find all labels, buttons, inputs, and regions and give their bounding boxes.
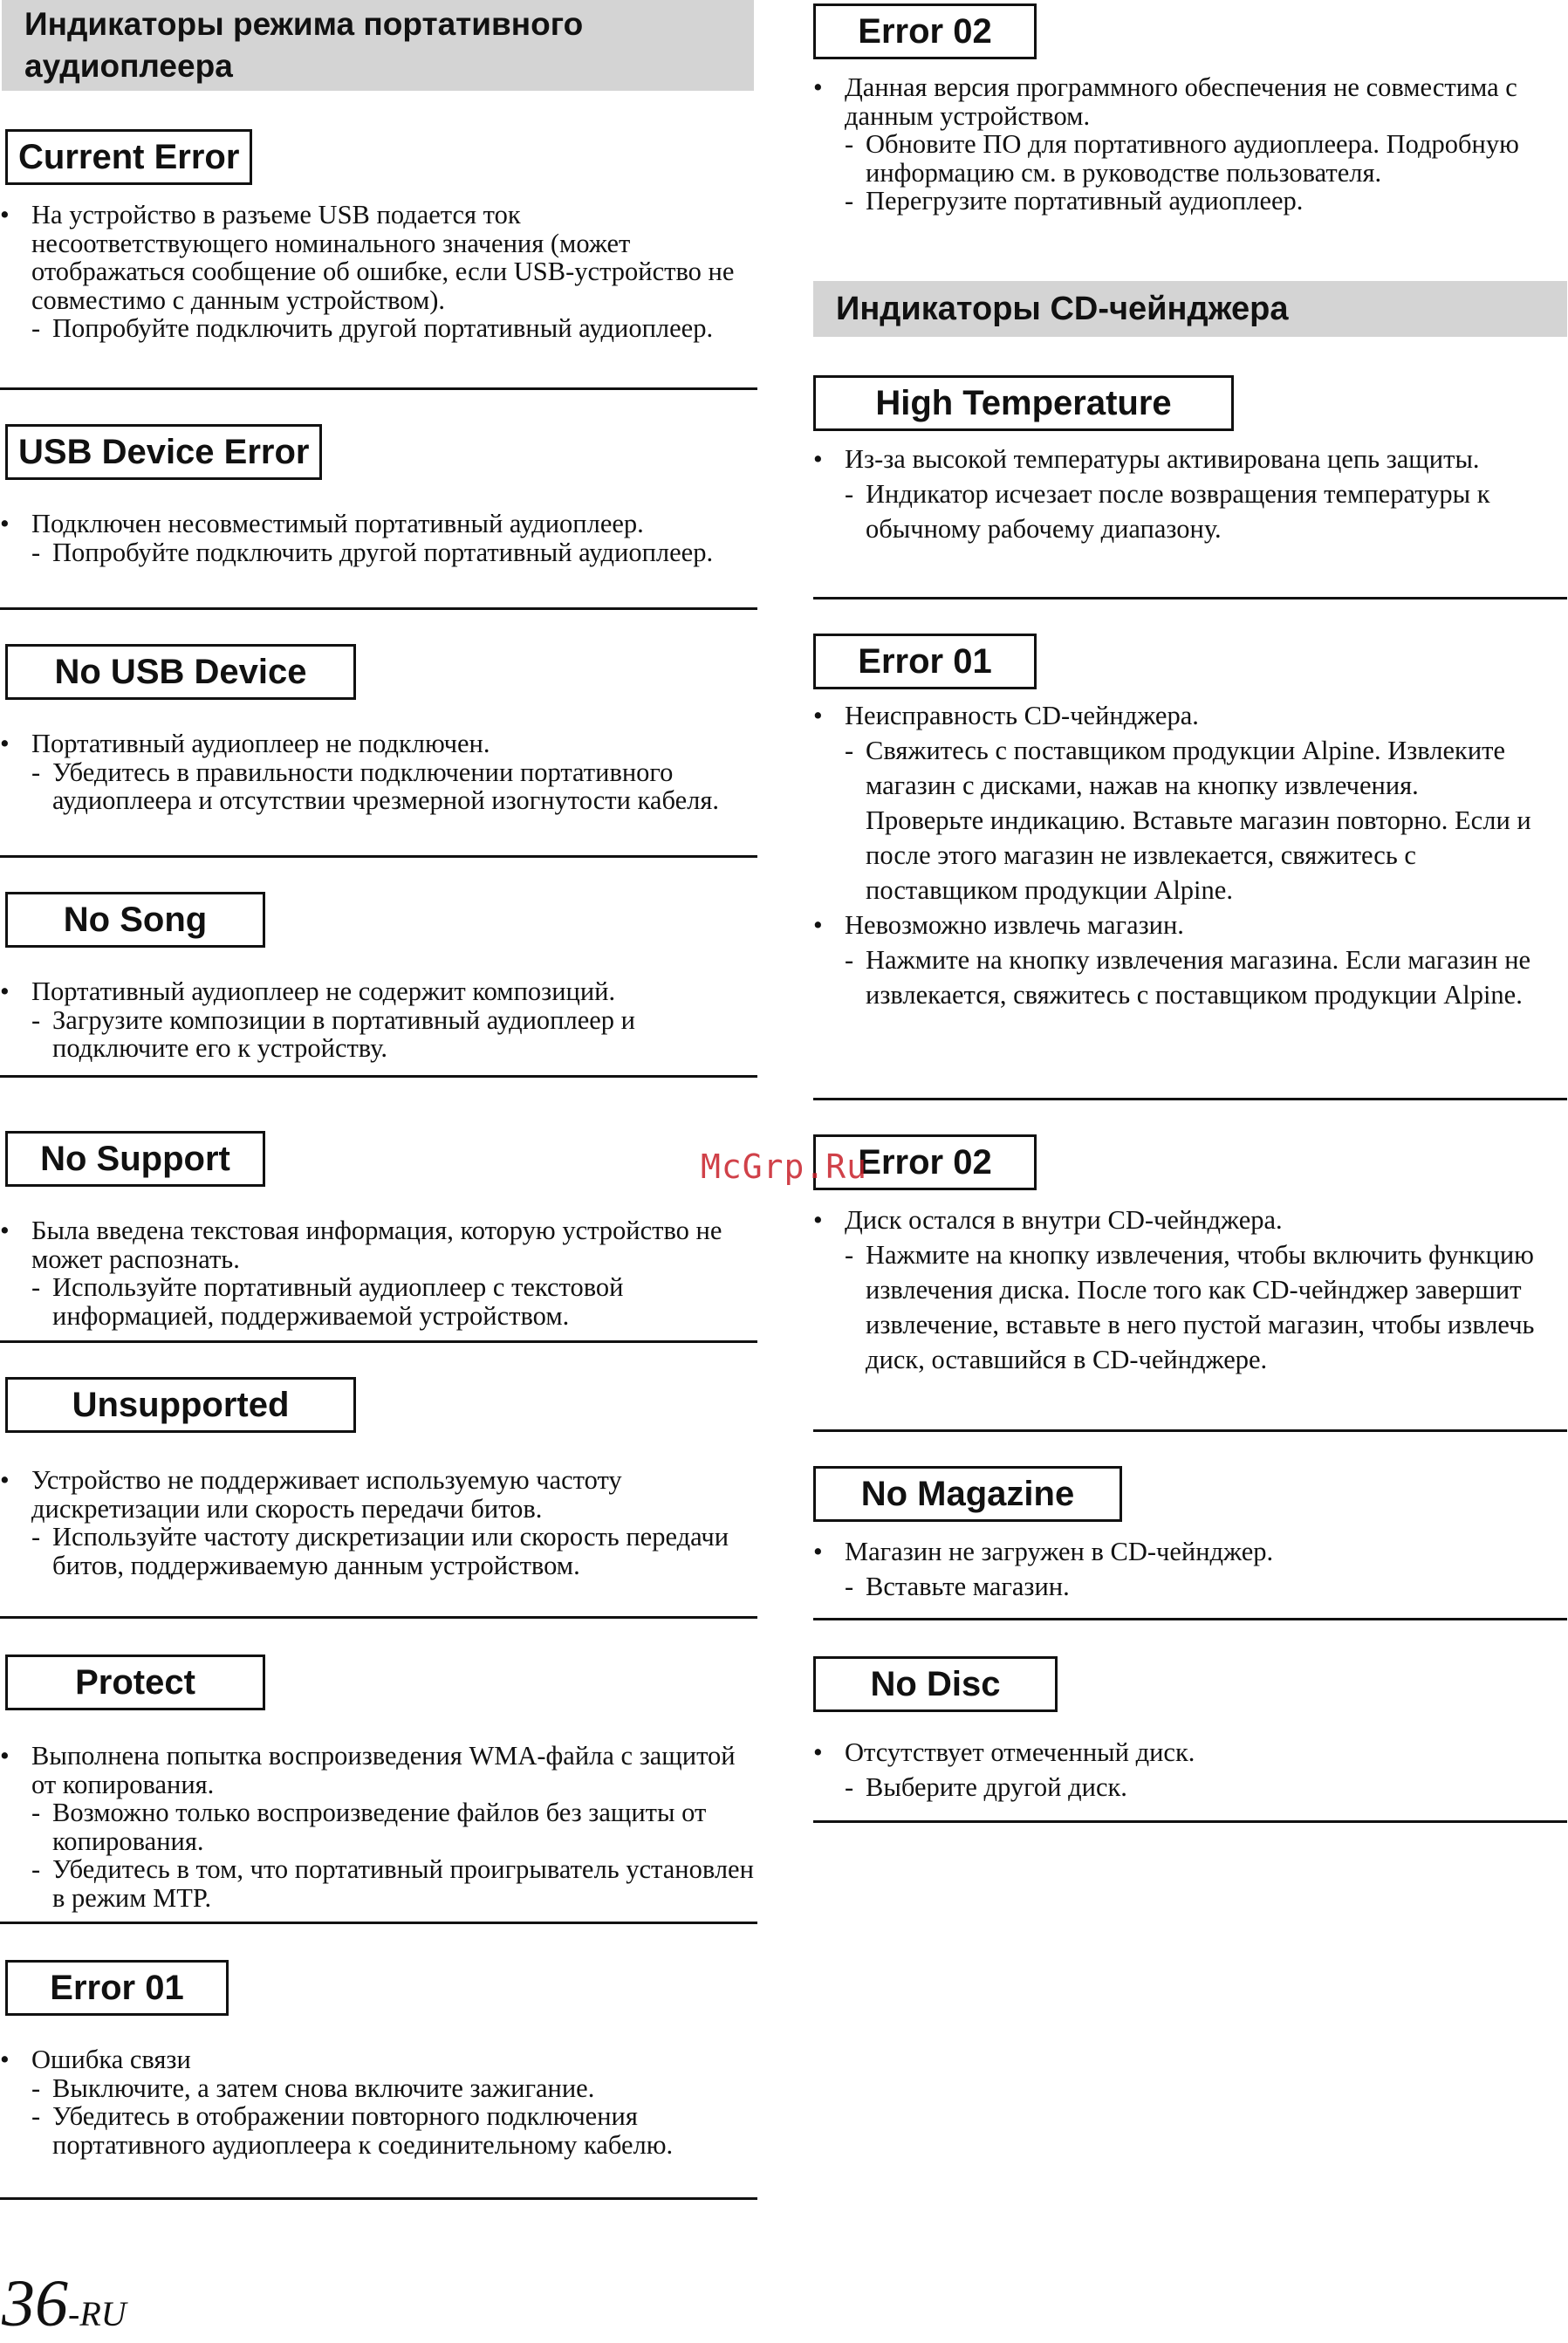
divider bbox=[813, 1618, 1567, 1620]
divider bbox=[0, 855, 757, 858]
section-body bbox=[0, 1466, 757, 1579]
bullet-item: • Из-за высокой температуры активирована цепь защиты. bbox=[813, 442, 1567, 476]
divider bbox=[0, 607, 757, 610]
sub-item: - Используйте портативный аудиоплеер с текстовой информацией, поддерживаемой устройством. bbox=[0, 1273, 757, 1330]
indicator-box: No USB Device bbox=[5, 644, 356, 700]
section-body bbox=[0, 2045, 757, 2159]
bullet-item: • Диск остался в внутри CD-чейнджера. bbox=[813, 1202, 1567, 1237]
section-body bbox=[813, 698, 1567, 1012]
sub-item: - Перегрузите портативный аудиоплеер. bbox=[813, 187, 1567, 216]
sub-item: - Используйте частоту дискретизации или скорость передачи битов, поддерживаемую данным устройством. bbox=[0, 1523, 757, 1579]
section-header-cd-changer: Индикаторы CD-чейнджера bbox=[813, 281, 1567, 337]
sub-item: - Убедитесь в правильности подключении портативного аудиоплеера и отсутствии чрезмерной изогнутости кабеля. bbox=[0, 758, 757, 815]
section-protect bbox=[0, 1654, 757, 1710]
divider bbox=[0, 387, 757, 390]
section-body bbox=[0, 1742, 757, 1912]
divider bbox=[0, 1922, 757, 1924]
sub-item: - Индикатор исчезает после возвращения температуры к обычному рабочему диапазону. bbox=[813, 476, 1567, 546]
section-body bbox=[0, 730, 757, 815]
divider bbox=[0, 1340, 757, 1343]
section-no-magazine bbox=[813, 1466, 1567, 1522]
sub-item: - Свяжитесь с поставщиком продукции Alpine. Извлеките магазин с дисками, нажав на кнопку извлечения. bbox=[813, 733, 1567, 803]
indicator-box: High Temperature bbox=[813, 375, 1234, 431]
sub-item: - Убедитесь в том, что портативный проигрыватель установлен в режим MTP. bbox=[0, 1855, 757, 1912]
sub-item: - Попробуйте подключить другой портативный аудиоплеер. bbox=[0, 314, 757, 343]
indicator-box: Error 01 bbox=[5, 1960, 229, 2016]
indicator-box: Protect bbox=[5, 1654, 265, 1710]
section-header-portable-player: Индикаторы режима портативного аудиоплеера bbox=[2, 0, 754, 91]
sub-item: - Нажмите на кнопку извлечения магазина. Если магазин не извлекается, свяжитесь с поставщиком продукции Alpine. bbox=[813, 942, 1567, 1012]
bullet-item: • Магазин не загружен в CD-чейнджер. bbox=[813, 1534, 1567, 1569]
divider bbox=[813, 1098, 1567, 1100]
section-no-support bbox=[0, 1131, 757, 1187]
section-body bbox=[0, 977, 757, 1063]
indicator-box: Error 02 bbox=[813, 1134, 1037, 1190]
bullet-item: • Данная версия программного обеспечения не совместима с данным устройством. bbox=[813, 73, 1567, 130]
section-body bbox=[813, 73, 1567, 216]
section-body bbox=[813, 1202, 1567, 1377]
indicator-box: Current Error bbox=[5, 129, 252, 185]
section-current-error bbox=[0, 129, 757, 185]
sub-item: - Нажмите на кнопку извлечения, чтобы включить функцию извлечения диска. После того как CD-чейнджер завершит извлечение, вставьте в него пустой магазин, чтобы извлечь диск, оставшийся в CD-чейнджере. bbox=[813, 1237, 1567, 1377]
watermark: McGrp.Ru bbox=[701, 1148, 868, 1186]
sub-item: - Обновите ПО для портативного аудиоплеера. Подробную информацию см. в руководстве пользователя. bbox=[813, 130, 1567, 187]
bullet-item: • На устройство в разъеме USB подается ток несоответствующего номинального значения (может отображаться сообщение об ошибке, если USB-устройство не совместимо с данным устройством). bbox=[0, 201, 757, 314]
bullet-item: • Устройство не поддерживает используемую частоту дискретизации или скорость передачи битов. bbox=[0, 1466, 757, 1523]
sub-item: - Выключите, а затем снова включите зажигание. bbox=[0, 2074, 757, 2103]
sub-item: - Возможно только воспроизведение файлов без защиты от копирования. bbox=[0, 1798, 757, 1855]
indicator-box: No Magazine bbox=[813, 1466, 1122, 1522]
indicator-box: Error 02 bbox=[813, 3, 1037, 59]
bullet-item: • Ошибка связи bbox=[0, 2045, 757, 2074]
indicator-box: Unsupported bbox=[5, 1377, 356, 1433]
bullet-item: • Отсутствует отмеченный диск. bbox=[813, 1735, 1567, 1770]
divider bbox=[0, 2197, 757, 2200]
bullet-item: • Выполнена попытка воспроизведения WMA-файла с защитой от копирования. bbox=[0, 1742, 757, 1798]
section-body bbox=[0, 510, 757, 566]
bullet-item: • Портативный аудиоплеер не подключен. bbox=[0, 730, 757, 758]
divider bbox=[0, 1616, 757, 1619]
divider bbox=[813, 1820, 1567, 1823]
section-body bbox=[0, 1216, 757, 1330]
divider bbox=[0, 1075, 757, 1078]
sub-item: - Попробуйте подключить другой портативный аудиоплеер. bbox=[0, 538, 757, 567]
sub-item: - Убедитесь в отображении повторного подключения портативного аудиоплеера к соединительному кабелю. bbox=[0, 2102, 757, 2159]
indicator-box: USB Device Error bbox=[5, 424, 322, 480]
page-number bbox=[2, 2269, 127, 2339]
section-no-song bbox=[0, 892, 757, 948]
indicator-box: No Song bbox=[5, 892, 265, 948]
page-number-suffix: -RU bbox=[68, 2294, 127, 2333]
sub-item: - Вставьте магазин. bbox=[813, 1569, 1567, 1604]
section-portable-error-02 bbox=[813, 3, 1567, 59]
bullet-item: • Портативный аудиоплеер не содержит композиций. bbox=[0, 977, 757, 1006]
indicator-box: Error 01 bbox=[813, 634, 1037, 689]
section-unsupported bbox=[0, 1377, 757, 1433]
section-portable-error-01 bbox=[0, 1960, 757, 2016]
bullet-item: • Была введена текстовая информация, которую устройство не может распознать. bbox=[0, 1216, 757, 1273]
section-body bbox=[813, 442, 1567, 546]
bullet-item: • Подключен несовместимый портативный аудиоплеер. bbox=[0, 510, 757, 538]
bullet-item: • Невозможно извлечь магазин. bbox=[813, 908, 1567, 942]
indicator-box: No Disc bbox=[813, 1656, 1058, 1712]
divider bbox=[813, 1429, 1567, 1432]
sub-item-continued: Проверьте индикацию. Вставьте магазин повторно. Если и после этого магазин не извлекается, свяжитесь с поставщиком продукции Alpine. bbox=[866, 805, 1531, 905]
section-body bbox=[813, 1534, 1567, 1604]
indicator-box: No Support bbox=[5, 1131, 265, 1187]
section-no-disc bbox=[813, 1656, 1567, 1712]
divider bbox=[813, 597, 1567, 599]
section-cd-error-01 bbox=[813, 634, 1567, 689]
section-usb-device-error bbox=[0, 424, 757, 480]
section-no-usb-device bbox=[0, 644, 757, 700]
sub-item: - Выберите другой диск. bbox=[813, 1770, 1567, 1805]
section-body bbox=[813, 1735, 1567, 1805]
section-high-temperature bbox=[813, 375, 1567, 431]
section-cd-error-02 bbox=[813, 1134, 1567, 1190]
bullet-item: • Неисправность CD-чейнджера. bbox=[813, 698, 1567, 733]
section-body bbox=[0, 201, 757, 343]
sub-item: - Загрузите композиции в портативный аудиоплеер и подключите его к устройству. bbox=[0, 1006, 757, 1063]
page-number-value: 36 bbox=[2, 2267, 68, 2340]
